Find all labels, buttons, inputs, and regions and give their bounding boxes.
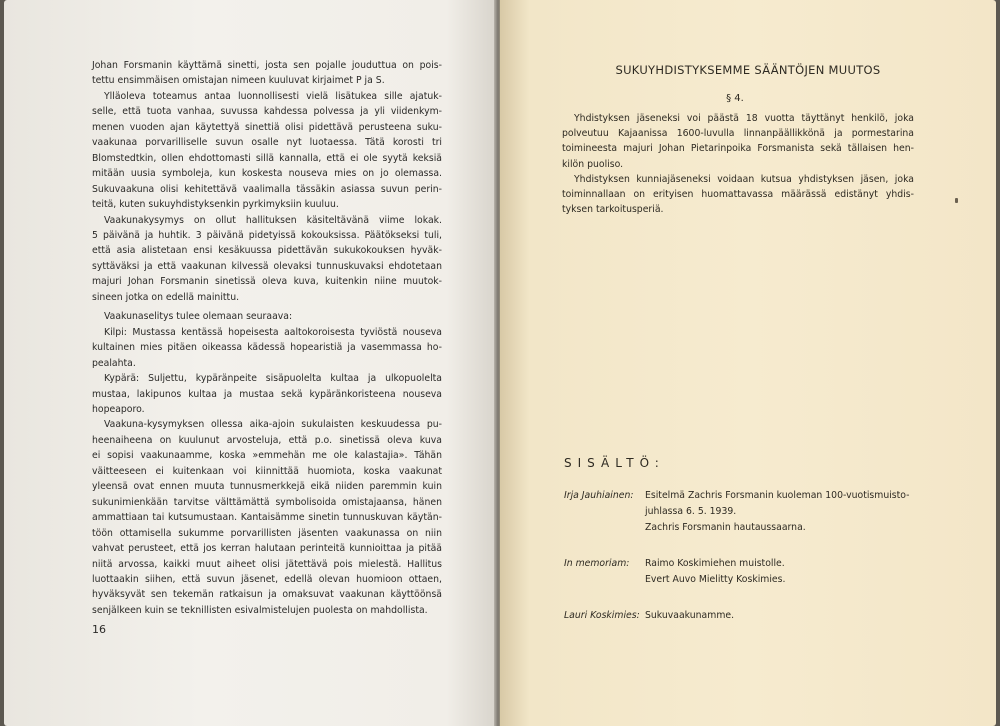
text-line: toiminnallaan on erityisen huomattavassa määrässä edistänyt yhdis-	[562, 189, 914, 201]
text-line: Kilpi: Mustassa kentässä hopeisesta aaltokoroisesta tyviöstä nouseva	[104, 326, 442, 338]
contents-item-title: Zachris Forsmanin hautaussaarna.	[645, 522, 806, 533]
text-line: 5 päivänä ja huhtik. 3 päivänä pidetyissä kokouksissa. Päätökseksi tuli,	[92, 229, 442, 241]
text-line: menen vuoden ajan käytettyä sinettiä olisi pidettävä perusteena suku-	[92, 121, 442, 133]
text-line: ei sopisi vaakunaamme, koska »emmehän me ole kalastajia». Tähän	[92, 450, 442, 462]
contents-author: In memoriam:	[564, 558, 630, 569]
text-line: mustaa, lakipunos kultaa ja mustaa sekä kypäränkoristeena nouseva	[92, 388, 442, 400]
rules-change-title: SUKUYHDISTYKSEMME SÄÄNTÖJEN MUUTOS	[615, 63, 881, 77]
text-line: kultainen mies pitäen oikeassa kädessä hopearistiä ja vasemmassa ho-	[92, 342, 442, 354]
text-line: Blomstedtkin, ollen ehdottomasti sillä kannalla, että ei ole syytä keksiä	[92, 152, 442, 164]
text-line: Vaakuna-kysymyksen ollessa aika-ajoin sukulaisten keskuudessa pu-	[104, 419, 442, 431]
paper-speck	[955, 198, 958, 203]
text-line: Kypärä: Suljettu, kypäränpeite sisäpuolelta kultaa ja ulkopuolelta	[104, 373, 442, 385]
right-page	[500, 0, 996, 726]
text-line: luottaakin siihen, että suvun jäsenet, edellä olevan huomioon ottaen,	[92, 573, 442, 585]
rules-paragraphs	[562, 111, 914, 217]
text-line: Sukuvaakuna olisi kehitettävä vaalimalla tässäkin asiassa suvun perin-	[92, 183, 442, 195]
text-line: Vaakunakysymys on ollut hallituksen käsiteltävänä viime lokak.	[104, 214, 442, 226]
contents-item-title: juhlassa 6. 5. 1939.	[645, 506, 737, 517]
text-line: Yhdistyksen kunniajäseneksi voidaan kutsua yhdistyksen jäsen, joka	[574, 173, 914, 185]
text-line: vahvat perusteet, että jos kerran halutaan perinteitä kunnioittaa ja pitää	[92, 543, 442, 555]
text-line: tyksen tarkoitusperiä.	[562, 204, 664, 216]
text-line: Yhdistyksen jäseneksi voi päästä 18 vuotta täyttänyt henkilö, joka	[574, 113, 914, 124]
text-line: senjälkeen kuin se teknillisten esivalmistelujen puolesta on mahdollista.	[92, 604, 428, 616]
text-line: Johan Forsmanin käyttämä sinetti, josta sen pojalle jouduttua on pois-	[92, 60, 442, 71]
text-line: töön ottamisella sukumme porvarillisten jäsenten vaakunassa on niin	[92, 527, 442, 539]
text-line: polveutuu Kajaanissa 1600-luvulla linnanpäällikkönä ja pormestarina	[562, 128, 914, 140]
contents-items	[645, 488, 944, 536]
contents-heading: SISÄLTÖ:	[564, 456, 665, 470]
text-line: majuri Johan Forsmanin sinetissä oleva kuva, kuitenkin niine muutok-	[92, 276, 442, 288]
text-line: teitä, kuten sukuyhdistyksenkin pyrkimyksiin kuuluu.	[92, 199, 339, 211]
text-line: mitään uusia symboleja, kun koskesta nouseva mies on jo olemassa.	[92, 168, 442, 180]
contents-item-title: Esitelmä Zachris Forsmanin kuoleman 100-vuotismuisto-	[645, 490, 910, 501]
text-line: Ylläoleva toteamus antaa luonnollisesti vielä lisätukea sille ajatuk-	[104, 90, 442, 102]
text-line: Vaakunaselitys tulee olemaan seuraava:	[104, 311, 293, 323]
text-line: yleensä ovat ennen muuta tunnusmerkkejä eikä niiden paremmin kuin	[92, 481, 442, 493]
text-line: väitteeseen ei kuitenkaan voi kiinnittää huomiota, koska vaakunat	[92, 465, 442, 477]
contents-item-title: Raimo Koskimiehen muistolle.	[645, 558, 785, 569]
contents-entry	[564, 488, 944, 536]
page-number: 16	[92, 623, 106, 636]
left-page	[4, 0, 496, 726]
text-line: vaakunaa porvarilliselle suvun osalle nyt luotaessa. Tätä korosti tri	[92, 137, 442, 149]
text-line: pealahta.	[92, 357, 136, 369]
text-line: hopeaporo.	[92, 403, 145, 415]
text-line: niitä arvossa, kaikki muut aiheet olisi jätettävä pois mielestä. Hallitus	[92, 558, 442, 570]
contents-items	[645, 556, 944, 588]
contents-author: Lauri Koskimies:	[564, 610, 640, 621]
contents-author: Irja Jauhiainen:	[564, 490, 634, 501]
contents-items	[645, 608, 944, 624]
table-of-contents	[564, 488, 944, 644]
text-line: toimineesta majuri Johan Pietarinpoika Forsmanista sekä tällaisen hen-	[562, 143, 914, 155]
contents-item-title: Evert Auvo Mielitty Koskimies.	[645, 574, 786, 585]
text-line: selle, että tuota vanhaa, suvussa kahdessa polvessa ja yli viidenkym-	[92, 106, 442, 118]
text-line: että asia alistetaan ensi kesäkuussa pidettävän sukukokouksen hyväk-	[92, 245, 442, 257]
text-line: hyväksyvät sen tekemän ratkaisun ja omaksuvat vaakunan käyttöönsä	[92, 589, 442, 601]
contents-item-title: Sukuvaakunamme.	[645, 610, 735, 621]
text-line: syttäväksi ja että vaakunan kilvessä olevaksi tunnuskuvaksi ehdotetaan	[92, 260, 442, 272]
contents-entry	[564, 608, 944, 624]
section-number: § 4.	[726, 93, 744, 104]
text-line: sukunimienkään tarvitse välttämättä symbolisoida omistajaansa, hänen	[92, 496, 442, 508]
contents-entry	[564, 556, 944, 588]
text-line: kilön puoliso.	[562, 158, 624, 170]
text-line: ammattiaan tai kutsumustaan. Kantaisämme sinetin tunnuskuvan käytän-	[92, 512, 442, 524]
text-line: heenaiheena on kuulunut arvosteluja, että p.o. sinetissä oleva kuva	[92, 434, 442, 446]
text-line: sineen jotka on edellä mainittu.	[92, 291, 240, 303]
text-line: tettu ensimmäisen omistajan nimeen kuuluvat kirjaimet P ja S.	[92, 75, 385, 87]
left-page-body-text	[92, 58, 442, 618]
